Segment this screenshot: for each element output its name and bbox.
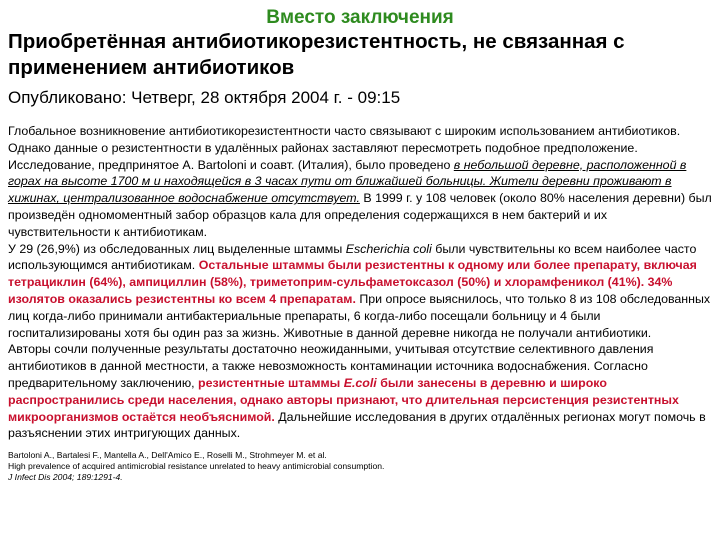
conclusion-text-a: Авторы сочли полученные результаты достаточно неожиданными, учитывая отсутствие селективного давления антибиотиков в данной местности, а также невозможность контаминации источника водоснабжения. Согласно предварительному заключению,: [8, 342, 654, 390]
references: [8, 450, 712, 483]
results-text-a: У 29 (26,9%) из обследованных лиц выделенные штаммы: [8, 241, 346, 256]
village-description-link[interactable]: в небольшой деревне, расположенной в горах на высоте 1700 м и находящейся в 3 часах пути от ближайшей больницы. Жители деревни проживают в хижинах, централизованное водоснабжение отсутствует.: [8, 157, 687, 206]
species-name: Escherichia coli: [345, 241, 432, 256]
results-text-c: При опросе выяснилось, что только 8 из 108 обследованных лиц когда-либо принимали антибактериальные препараты, 6 когда-либо посещали больницу и 4 были госпитализированы хотя бы один раз за жизнь. Животные в данной деревне никогда не получали антибиотики.: [8, 291, 711, 340]
results-text-b: были чувствительны ко всем наиболее часто использующимся антибиотикам.: [8, 241, 697, 273]
paragraph-results: [8, 241, 712, 342]
paragraph-conclusion: [8, 341, 712, 442]
publication-date: Опубликовано: Четверг, 28 октября 2004 г. - 09:15: [8, 88, 401, 107]
article-body: [8, 123, 712, 442]
conclusion-highlight-species: E.coli: [343, 375, 377, 390]
reference-title: High prevalence of acquired antimicrobial resistance unrelated to heavy antimicrobial consumption.: [8, 461, 385, 472]
results-highlight: Остальные штаммы были резистентны к одному или более препарату, включая тетрациклин (64%), ампициллин (58%), триметоприм-сульфаметоксазол (50%) и хлорамфеникол (41%). 34% изолятов оказались резистентны ко всем 4 препаратам.: [8, 258, 697, 306]
reference-journal: J Infect Dis 2004; 189:1291-4.: [8, 472, 123, 483]
paragraph-intro: Глобальное возникновение антибиотикорезистентности часто связывают с широким использованием антибиотиков. Однако данные о резистентности в удалённых районах заставляют пересмотреть подобное предположение.: [8, 124, 681, 155]
conclusion-highlight-b: были занесены в деревню и широко распространились среди населения, однако авторы признают, что длительная персистенция резистентных микроорганизмов остаётся необъяснимой.: [8, 375, 679, 424]
study-text-a: Исследование, предпринятое A. Bartoloni и соавт. (Италия), было проведено: [8, 157, 454, 172]
reference-authors: Bartoloni A., Bartalesi F., Mantella A., Dell'Amico E., Roselli M., Strohmeyer M. et al.: [8, 450, 327, 461]
section-title: Вместо заключения: [266, 7, 454, 28]
study-text-b: В 1999 г. у 108 человек (около 80% населения деревни) был произведён одномоментный забор образцов кала для определения содержащихся в нем бактерий и их чувствительности к антибиотикам.: [8, 191, 712, 239]
conclusion-text-b: Дальнейшие исследования в других отдалённых регионах могут помочь в разъяснении этих интригующих данных.: [8, 409, 706, 441]
paragraph-study: [8, 157, 712, 241]
conclusion-highlight-a: резистентные штаммы: [198, 375, 344, 390]
page-title: Приобретённая антибиотикорезистентность, не связанная с применением антибиотиков: [8, 30, 625, 79]
